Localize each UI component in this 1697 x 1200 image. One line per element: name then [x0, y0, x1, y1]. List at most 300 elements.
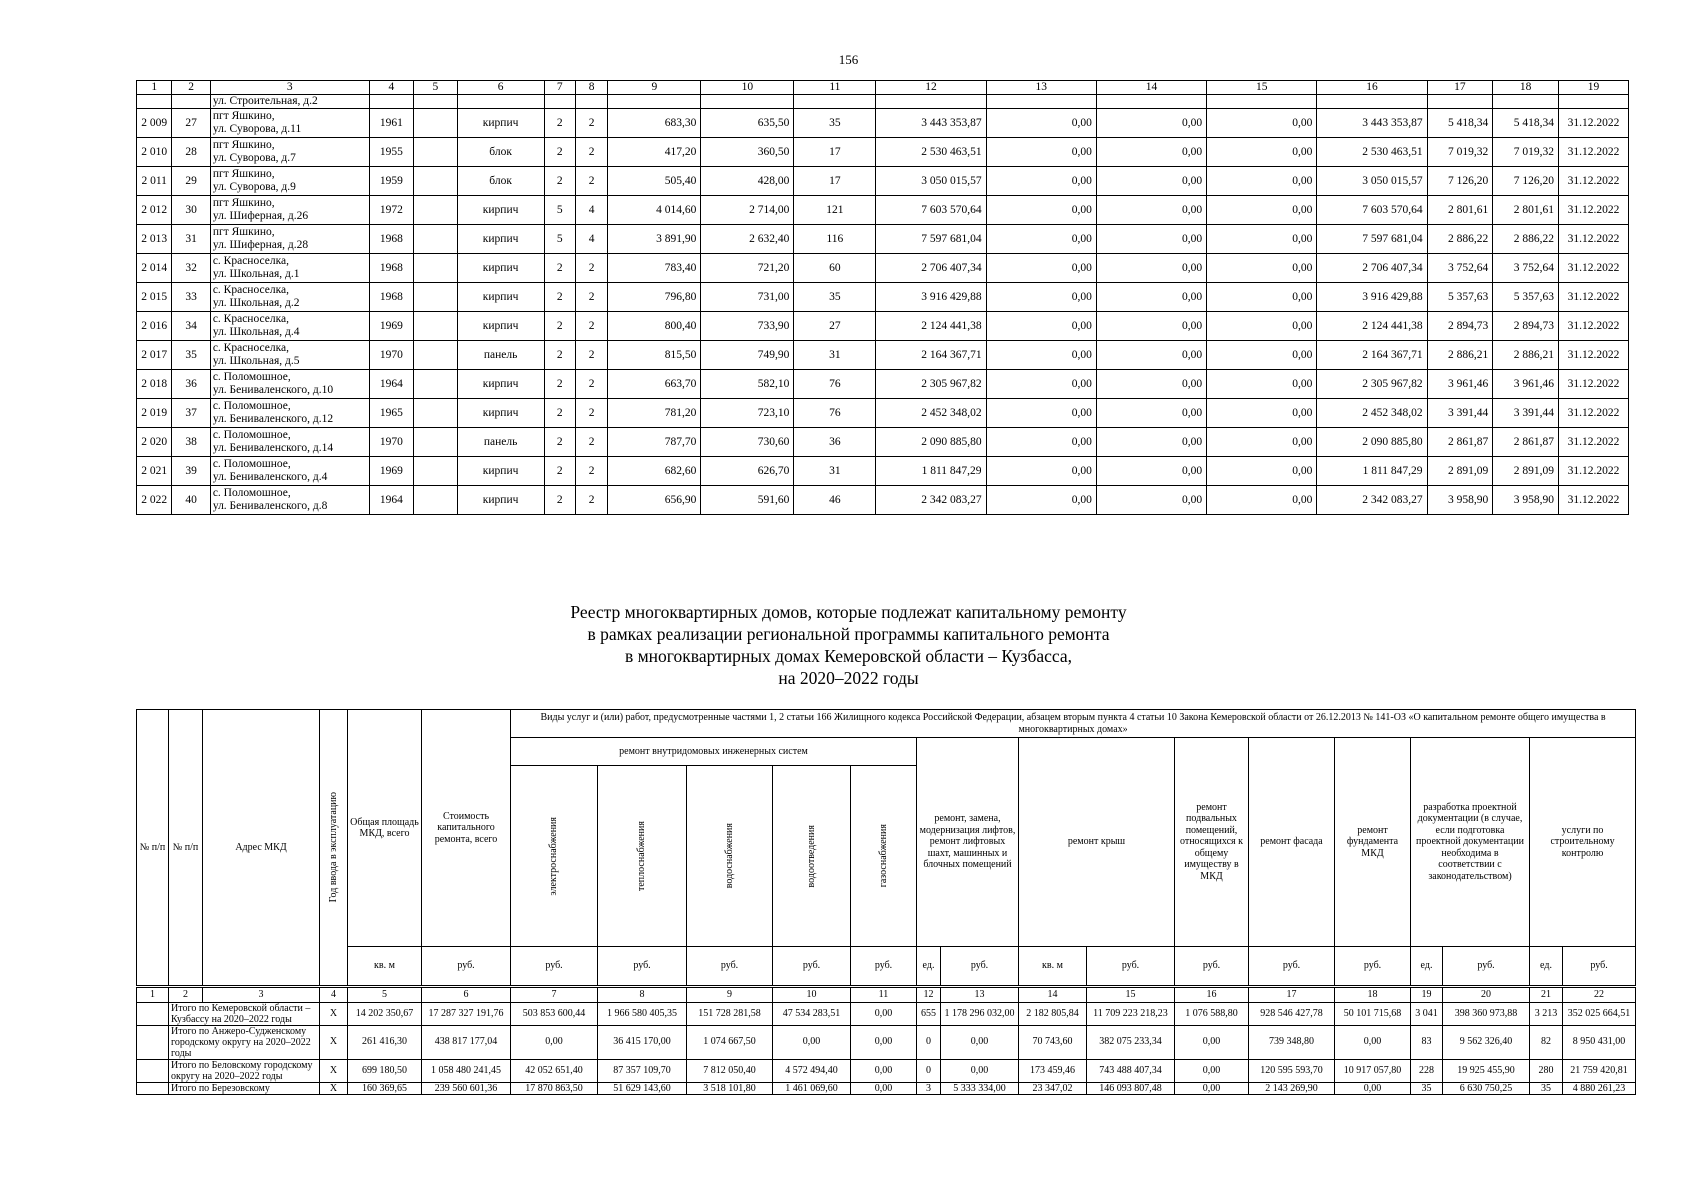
cell-fl: 2: [544, 428, 575, 457]
column-number: 18: [1335, 987, 1411, 1003]
cell-spec: 5 418,34: [1427, 109, 1493, 138]
cell-res: 76: [794, 370, 876, 399]
cell-c15: 0,00: [1207, 486, 1317, 515]
header-year-text: Год ввода в эксплуатацию: [327, 792, 339, 903]
header-facade: ремонт фасада: [1249, 738, 1335, 947]
cell-max: 5 418,34: [1493, 109, 1559, 138]
cell-res: 35: [794, 283, 876, 312]
address-locality: с. Поломошное,: [212, 371, 291, 383]
page-number: 156: [838, 52, 859, 67]
cell-base: 0,00: [1175, 1082, 1249, 1095]
cell-mat: блок: [457, 138, 544, 167]
cell-live: 731,00: [701, 283, 794, 312]
address-cell: [210, 370, 369, 399]
column-number: 2: [169, 987, 203, 1003]
cell-k: 33: [172, 283, 210, 312]
cell-ent: 2: [575, 254, 607, 283]
table-row: [137, 1059, 1636, 1082]
cell-c1: [137, 1059, 169, 1082]
cell-water: 3 518 101,80: [687, 1082, 773, 1095]
column-number: 4: [369, 81, 414, 95]
cell-el: 503 853 600,44: [511, 1002, 598, 1025]
title-line: на 2020–2022 годы: [778, 668, 919, 688]
cell-date: 31.12.2022: [1559, 341, 1629, 370]
cell-cost: 7 597 681,04: [876, 225, 986, 254]
column-number: 12: [917, 987, 941, 1003]
unit-cell: руб.: [687, 947, 773, 987]
address-cell: [210, 486, 369, 515]
address-street: ул. Бениваленского, д.8: [212, 500, 328, 512]
address-locality: с. Поломошное,: [212, 429, 291, 441]
cell-fl: 2: [544, 138, 575, 167]
address-locality: с. Красноселка,: [212, 255, 289, 267]
cell-cost: 7 603 570,64: [876, 196, 986, 225]
cell-lift_ed: 0: [917, 1025, 941, 1059]
register-title: [0, 601, 1697, 689]
column-number: 21: [1530, 987, 1563, 1003]
cell-area: 417,20: [608, 138, 701, 167]
header-water: водоснабжения: [687, 766, 773, 947]
cell-cost: 3 443 353,87: [876, 109, 986, 138]
column-number: 7: [511, 987, 598, 1003]
cell-c5: [414, 167, 457, 196]
header-no2: № п/п: [169, 710, 203, 987]
unit-cell: кв. м: [1019, 947, 1087, 987]
address-street: ул. Суворова, д.11: [212, 123, 302, 135]
cell-date: 31.12.2022: [1559, 457, 1629, 486]
cell-total: 2 530 463,51: [1317, 138, 1427, 167]
cell-area: 4 014,60: [608, 196, 701, 225]
table-row: [137, 1002, 1636, 1025]
table-row: [137, 109, 1629, 138]
address-locality: с. Поломошное,: [212, 487, 291, 499]
cell-el: 42 052 651,40: [511, 1059, 598, 1082]
cell-roof_rub: 146 093 807,48: [1087, 1082, 1175, 1095]
cell-max: 2 801,61: [1493, 196, 1559, 225]
address-street: ул. Шиферная, д.26: [212, 210, 309, 222]
cell-gas: 0,00: [851, 1059, 917, 1082]
cell-year: 1970: [369, 341, 414, 370]
unit-cell: руб.: [1175, 947, 1249, 987]
column-number: 13: [941, 987, 1019, 1003]
cell-roof_m: 70 743,60: [1019, 1025, 1087, 1059]
cell-c13: 0,00: [986, 196, 1096, 225]
cell-mat: блок: [457, 167, 544, 196]
table-row: [137, 370, 1629, 399]
table-row: [137, 1082, 1636, 1095]
cell-ent: 2: [575, 312, 607, 341]
table-row: [137, 428, 1629, 457]
column-number: 3: [210, 81, 369, 95]
cell-c13: 0,00: [986, 486, 1096, 515]
cell-date: 31.12.2022: [1559, 428, 1629, 457]
cell-live: 723,10: [701, 399, 794, 428]
cell-mat: кирпич: [457, 486, 544, 515]
column-number: 14: [1096, 81, 1206, 95]
cell-heat: 36 415 170,00: [598, 1025, 687, 1059]
cell-spec: 2 891,09: [1427, 457, 1493, 486]
cell-c13: 0,00: [986, 457, 1096, 486]
cell-ent: 2: [575, 457, 607, 486]
address-street: ул. Школьная, д.2: [212, 297, 300, 309]
continuation-row: [137, 95, 1629, 109]
houses-table: [136, 80, 1629, 515]
cell-gas: 0,00: [851, 1002, 917, 1025]
header-heat: теплоснабжения: [598, 766, 687, 947]
cell-n: 2 012: [137, 196, 172, 225]
column-number: 7: [544, 81, 575, 95]
units-row: [137, 947, 1636, 987]
cell-lift_rub: 0,00: [941, 1025, 1019, 1059]
address-street: ул. Бениваленского, д.4: [212, 471, 328, 483]
cell-ctl_ed: 82: [1530, 1025, 1563, 1059]
unit-cell: руб.: [598, 947, 687, 987]
cell-total: 2 706 407,34: [1317, 254, 1427, 283]
cell-year: 1964: [369, 486, 414, 515]
cell-n: 2 016: [137, 312, 172, 341]
cell-area: 815,50: [608, 341, 701, 370]
cell-spec: 2 886,21: [1427, 341, 1493, 370]
cell-live: 591,60: [701, 486, 794, 515]
total-name-cell: Итого по Беловскому городскому округу на 2020–2022 годы: [169, 1059, 320, 1082]
cell-des_ed: 35: [1411, 1082, 1443, 1095]
column-number: 4: [320, 987, 348, 1003]
cell-c13: 0,00: [986, 109, 1096, 138]
cell-k: 27: [172, 109, 210, 138]
column-number: 9: [608, 81, 701, 95]
cell-des_ed: 3 041: [1411, 1002, 1443, 1025]
cell-res: 121: [794, 196, 876, 225]
cell-max: 5 357,63: [1493, 283, 1559, 312]
cell-roof_m: 2 182 805,84: [1019, 1002, 1087, 1025]
cell-live: 360,50: [701, 138, 794, 167]
cell-fl: 2: [544, 283, 575, 312]
column-number: 1: [137, 81, 172, 95]
cell-res: 76: [794, 399, 876, 428]
address-cell: [210, 254, 369, 283]
cell-k: 29: [172, 167, 210, 196]
table-row: [137, 138, 1629, 167]
cell-cost: 3 916 429,88: [876, 283, 986, 312]
header-engineering: ремонт внутридомовых инженерных систем: [511, 738, 917, 766]
table-row: [137, 167, 1629, 196]
unit-cell: руб.: [1335, 947, 1411, 987]
address-street: ул. Школьная, д.5: [212, 355, 300, 367]
column-number: 19: [1559, 81, 1629, 95]
cell-year: 1970: [369, 428, 414, 457]
cell-mat: панель: [457, 428, 544, 457]
column-number: 11: [851, 987, 917, 1003]
cell-res: 31: [794, 457, 876, 486]
column-number: 5: [414, 81, 457, 95]
cell-base: 0,00: [1175, 1059, 1249, 1082]
cell-fl: 2: [544, 312, 575, 341]
cell-area: 800,40: [608, 312, 701, 341]
cell-c13: 0,00: [986, 283, 1096, 312]
unit-cell: руб.: [1443, 947, 1530, 987]
cell-heat: 1 966 580 405,35: [598, 1002, 687, 1025]
column-number: 12: [876, 81, 986, 95]
cell-k: 34: [172, 312, 210, 341]
cell-n: 2 017: [137, 341, 172, 370]
header-area: Общая площадь МКД, всего: [348, 710, 422, 947]
cell-c1: [137, 1025, 169, 1059]
address-locality: с. Поломошное,: [212, 400, 291, 412]
address-cell: [210, 138, 369, 167]
column-number: 15: [1087, 987, 1175, 1003]
header-no: № п/п: [137, 710, 169, 987]
cell-c15: 0,00: [1207, 196, 1317, 225]
total-name-cell: Итого по Анжеро-Судженскому городскому округу на 2020–2022 годы: [169, 1025, 320, 1059]
cell-year: 1968: [369, 225, 414, 254]
cell-roof_m: 173 459,46: [1019, 1059, 1087, 1082]
cell-c14: 0,00: [1096, 138, 1206, 167]
cell-spec: 2 861,87: [1427, 428, 1493, 457]
cell-c5: [414, 138, 457, 167]
cell-c13: 0,00: [986, 370, 1096, 399]
cell-water: 151 728 281,58: [687, 1002, 773, 1025]
table-row: [137, 1025, 1636, 1059]
cell-c14: 0,00: [1096, 225, 1206, 254]
address-cell: [210, 341, 369, 370]
cell-n: 2 014: [137, 254, 172, 283]
header-electric: электроснабжения: [511, 766, 598, 947]
address-street: ул. Бениваленского, д.12: [212, 413, 334, 425]
cell-c14: 0,00: [1096, 312, 1206, 341]
cell-cost: 2 124 441,38: [876, 312, 986, 341]
cell-c15: 0,00: [1207, 283, 1317, 312]
cell-des_rub: 19 925 455,90: [1443, 1059, 1530, 1082]
cell-c15: 0,00: [1207, 370, 1317, 399]
cell-mat: кирпич: [457, 196, 544, 225]
cell-fl: 2: [544, 457, 575, 486]
cell-des_rub: 6 630 750,25: [1443, 1082, 1530, 1095]
cell-max: 3 961,46: [1493, 370, 1559, 399]
unit-cell: кв. м: [348, 947, 422, 987]
cell-area: 656,90: [608, 486, 701, 515]
unit-cell: руб.: [941, 947, 1019, 987]
cell-k: 35: [172, 341, 210, 370]
cell-des_rub: 398 360 973,88: [1443, 1002, 1530, 1025]
address-locality: пгт Яшкино,: [212, 197, 275, 209]
cell-max: 3 958,90: [1493, 486, 1559, 515]
cell-year: 1955: [369, 138, 414, 167]
cell-base: 0,00: [1175, 1025, 1249, 1059]
cell-year: 1969: [369, 457, 414, 486]
cell-facade: 120 595 593,70: [1249, 1059, 1335, 1082]
cell-res: 36: [794, 428, 876, 457]
cell-total: 7 597 681,04: [1317, 225, 1427, 254]
unit-cell: руб.: [773, 947, 851, 987]
cell-fl: 2: [544, 399, 575, 428]
cell-spec: 2 886,22: [1427, 225, 1493, 254]
cell-live: 582,10: [701, 370, 794, 399]
column-number: 13: [986, 81, 1096, 95]
cell-c15: 0,00: [1207, 138, 1317, 167]
cell-roof_rub: 382 075 233,34: [1087, 1025, 1175, 1059]
cell-c14: 0,00: [1096, 428, 1206, 457]
cell-c15: 0,00: [1207, 341, 1317, 370]
cell-area: 787,70: [608, 428, 701, 457]
column-number: 9: [687, 987, 773, 1003]
address-cell: [210, 196, 369, 225]
cell-c5: [414, 341, 457, 370]
cell-cost: 1 058 480 241,45: [422, 1059, 511, 1082]
address-locality: с. Поломошное,: [212, 458, 291, 470]
cell-year: 1964: [369, 370, 414, 399]
cell-fl: 5: [544, 196, 575, 225]
cell-total: 2 452 348,02: [1317, 399, 1427, 428]
cell-spec: 3 752,64: [1427, 254, 1493, 283]
cell-facade: 739 348,80: [1249, 1025, 1335, 1059]
cell-live: 721,20: [701, 254, 794, 283]
cell-date: 31.12.2022: [1559, 138, 1629, 167]
cell-date: 31.12.2022: [1559, 109, 1629, 138]
cell-total: 3 916 429,88: [1317, 283, 1427, 312]
total-name-cell: Итого по Березовскому: [169, 1082, 320, 1095]
cell-year: 1969: [369, 312, 414, 341]
cell-heat: 51 629 143,60: [598, 1082, 687, 1095]
column-number: 10: [701, 81, 794, 95]
cell-max: 2 886,22: [1493, 225, 1559, 254]
address-street: ул. Бениваленского, д.10: [212, 384, 334, 396]
table-row: [137, 399, 1629, 428]
cell-live: 733,90: [701, 312, 794, 341]
cell-c1: [137, 1082, 169, 1095]
cell-cost: 2 342 083,27: [876, 486, 986, 515]
cell-k: 28: [172, 138, 210, 167]
cell-date: 31.12.2022: [1559, 312, 1629, 341]
cell-c14: 0,00: [1096, 486, 1206, 515]
cell-max: 2 891,09: [1493, 457, 1559, 486]
cell-c1: [137, 1002, 169, 1025]
cell-ent: 2: [575, 283, 607, 312]
cell-mat: кирпич: [457, 399, 544, 428]
cell-ent: 2: [575, 428, 607, 457]
unit-cell: ед.: [1411, 947, 1443, 987]
table-row: [137, 312, 1629, 341]
cell-year: 1959: [369, 167, 414, 196]
address-cell: [210, 167, 369, 196]
cell-total: 2 164 367,71: [1317, 341, 1427, 370]
cell-c5: [414, 283, 457, 312]
cell-ent: 2: [575, 109, 607, 138]
cell-k: 38: [172, 428, 210, 457]
column-number: 2: [172, 81, 210, 95]
cell-k: 37: [172, 399, 210, 428]
cell-ctl_rub: 4 880 261,23: [1563, 1082, 1636, 1095]
cell-lift_ed: 3: [917, 1082, 941, 1095]
cell-base: 1 076 588,80: [1175, 1002, 1249, 1025]
cell-ctl_rub: 8 950 431,00: [1563, 1025, 1636, 1059]
cell-heat: 87 357 109,70: [598, 1059, 687, 1082]
cell-spec: 3 961,46: [1427, 370, 1493, 399]
cell-area: 783,40: [608, 254, 701, 283]
table-row: [137, 196, 1629, 225]
cell-facade: 928 546 427,78: [1249, 1002, 1335, 1025]
cell-ctl_rub: 21 759 420,81: [1563, 1059, 1636, 1082]
cell-area: 663,70: [608, 370, 701, 399]
cell-cost: 239 560 601,36: [422, 1082, 511, 1095]
title-line: в рамках реализации региональной программы капитального ремонта: [587, 624, 1110, 644]
cell-c13: 0,00: [986, 254, 1096, 283]
cell-c15: 0,00: [1207, 225, 1317, 254]
unit-cell: руб.: [851, 947, 917, 987]
cell-total: 2 342 083,27: [1317, 486, 1427, 515]
cell-roof_rub: 743 488 407,34: [1087, 1059, 1175, 1082]
address-street: ул. Суворова, д.9: [212, 181, 296, 193]
total-name-cell: Итого по Кемеровской области – Кузбассу на 2020–2022 годы: [169, 1002, 320, 1025]
cell-total: 1 811 847,29: [1317, 457, 1427, 486]
cell-area: 3 891,90: [608, 225, 701, 254]
cell-cost: 2 090 885,80: [876, 428, 986, 457]
cell-total: 2 124 441,38: [1317, 312, 1427, 341]
cell-lift_rub: 0,00: [941, 1059, 1019, 1082]
cell-c13: 0,00: [986, 399, 1096, 428]
cell-max: 7 019,32: [1493, 138, 1559, 167]
cell-n: 2 010: [137, 138, 172, 167]
cell-c13: 0,00: [986, 428, 1096, 457]
cell-area: 796,80: [608, 283, 701, 312]
cell-live: 635,50: [701, 109, 794, 138]
cell-c15: 0,00: [1207, 254, 1317, 283]
header-gas: газоснабжения: [851, 766, 917, 947]
cell-date: 31.12.2022: [1559, 196, 1629, 225]
cell-area: 683,30: [608, 109, 701, 138]
cell-max: 7 126,20: [1493, 167, 1559, 196]
cell-c14: 0,00: [1096, 254, 1206, 283]
cell-cost: 2 164 367,71: [876, 341, 986, 370]
cell-c15: 0,00: [1207, 457, 1317, 486]
cell-k: 32: [172, 254, 210, 283]
cell-c5: [414, 457, 457, 486]
cell-n: 2 021: [137, 457, 172, 486]
cell-lift_ed: 655: [917, 1002, 941, 1025]
cell-area: 14 202 350,67: [348, 1002, 422, 1025]
cell-year: 1961: [369, 109, 414, 138]
address-cell: [210, 457, 369, 486]
cell-date: 31.12.2022: [1559, 283, 1629, 312]
cell-res: 17: [794, 167, 876, 196]
cell-c14: 0,00: [1096, 196, 1206, 225]
cell-area: 699 180,50: [348, 1059, 422, 1082]
cell-lift_ed: 0: [917, 1059, 941, 1082]
address-locality: пгт Яшкино,: [212, 168, 275, 180]
cell-year: X: [320, 1025, 348, 1059]
register-table: [136, 709, 1636, 1095]
unit-cell: руб.: [1087, 947, 1175, 987]
cell-ctl_ed: 35: [1530, 1082, 1563, 1095]
cell-cost: 2 706 407,34: [876, 254, 986, 283]
cell-fl: 2: [544, 109, 575, 138]
cell-fl: 2: [544, 486, 575, 515]
column-number: 6: [457, 81, 544, 95]
cell-ent: 2: [575, 370, 607, 399]
column-number: 17: [1249, 987, 1335, 1003]
address-cell: [210, 225, 369, 254]
table-header-row: [137, 81, 1629, 95]
cell-date: 31.12.2022: [1559, 399, 1629, 428]
cell-n: 2 020: [137, 428, 172, 457]
cell-c14: 0,00: [1096, 399, 1206, 428]
cell-c13: 0,00: [986, 167, 1096, 196]
cell-date: 31.12.2022: [1559, 254, 1629, 283]
cell-c5: [414, 486, 457, 515]
cell-mat: кирпич: [457, 109, 544, 138]
column-number: 3: [203, 987, 320, 1003]
header-control: услуги по строительному контролю: [1530, 738, 1636, 947]
cell-c5: [414, 312, 457, 341]
